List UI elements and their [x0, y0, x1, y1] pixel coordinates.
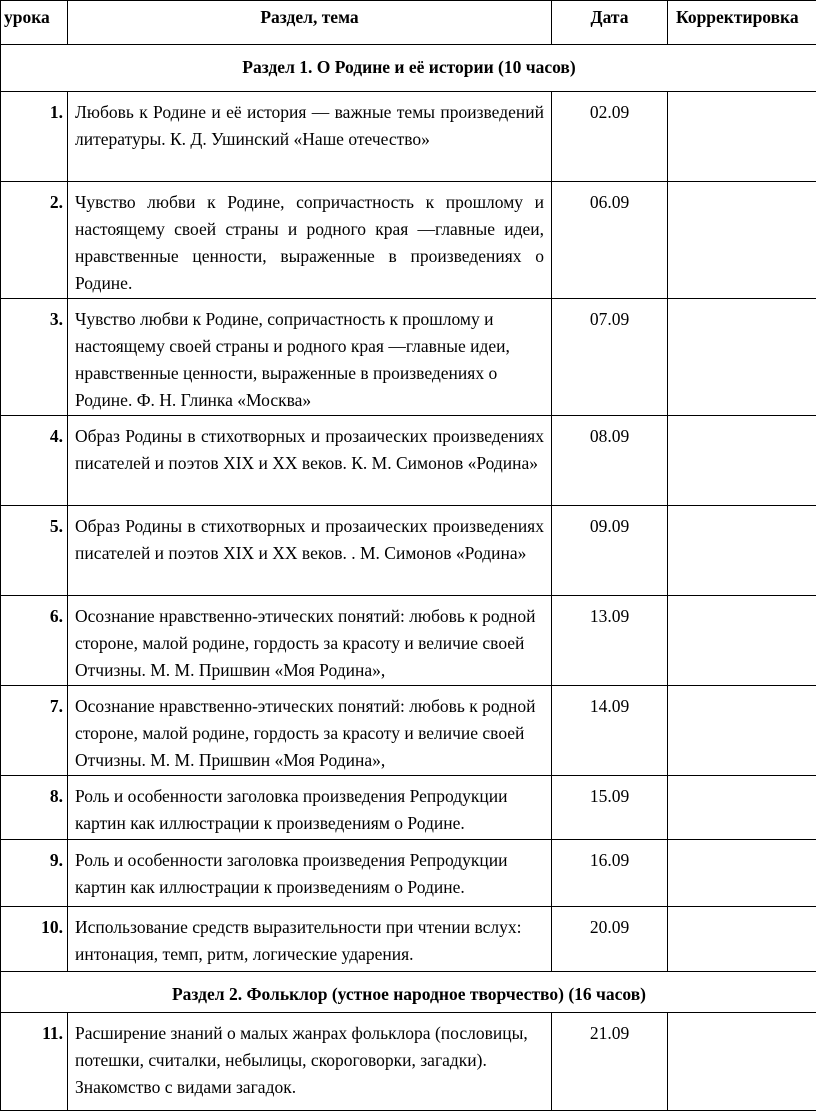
- lesson-topic: Использование средств выразительности при чтении вслух: интонация, темп, ритм, логические ударения.: [68, 907, 552, 972]
- table-row: [1, 776, 816, 840]
- lesson-topic: Осознание нравственно-этических понятий: любовь к родной стороне, малой родине, гордость за красоту и величие своей Отчизны. М. М. Пришвин «Моя Родина»,: [68, 596, 552, 686]
- lesson-number: 4.: [1, 416, 68, 506]
- section-row: [1, 45, 816, 92]
- lesson-topic: Чувство любви к Родине, сопричастность к прошлому и настоящему своей страны и родного края —главные идеи, нравственные ценности, выраженные в произведениях о Родине.: [68, 182, 552, 299]
- lesson-topic: Любовь к Родине и её история — важные темы произведений литературы. К. Д. Ушинский «Наше отечество»: [68, 92, 552, 182]
- header-correction: Корректировка: [668, 1, 816, 45]
- lesson-number: 2.: [1, 182, 68, 299]
- table-row: [1, 506, 816, 596]
- lesson-number: 10.: [1, 907, 68, 972]
- table-row: [1, 92, 816, 182]
- lesson-correction: [668, 686, 816, 776]
- lesson-date: 08.09: [552, 416, 668, 506]
- lesson-correction: [668, 182, 816, 299]
- header-lesson-number: урока: [1, 1, 68, 45]
- lesson-topic: Чувство любви к Родине, сопричастность к прошлому и настоящему своей страны и родного края —главные идеи, нравственные ценности, выраженные в произведениях о Родине. Ф. Н. Глинка «Москва»: [68, 299, 552, 416]
- table-row: [1, 416, 816, 506]
- table-row: [1, 840, 816, 907]
- table-header-row: [1, 1, 816, 45]
- lesson-date: 16.09: [552, 840, 668, 907]
- section-title: Раздел 2. Фольклор (устное народное творчество) (16 часов): [1, 972, 816, 1013]
- header-topic: Раздел, тема: [68, 1, 552, 45]
- lesson-date: 09.09: [552, 506, 668, 596]
- lesson-number: 7.: [1, 686, 68, 776]
- lesson-topic: Расширение знаний о малых жанрах фольклора (пословицы, потешки, считалки, небылицы, скороговорки, загадки). Знакомство с видами загадок.: [68, 1013, 552, 1111]
- lesson-topic: Осознание нравственно-этических понятий: любовь к родной стороне, малой родине, гордость за красоту и величие своей Отчизны. М. М. Пришвин «Моя Родина»,: [68, 686, 552, 776]
- lesson-topic: Образ Родины в стихотворных и прозаических произведениях писателей и поэтов XIX и XX веков. К. М. Симонов «Родина»: [68, 416, 552, 506]
- lesson-number: 8.: [1, 776, 68, 840]
- lesson-topic: Роль и особенности заголовка произведения Репродукции картин как иллюстрации к произведениям о Родине.: [68, 840, 552, 907]
- lesson-correction: [668, 840, 816, 907]
- lesson-date: 02.09: [552, 92, 668, 182]
- lesson-correction: [668, 92, 816, 182]
- section-row: [1, 972, 816, 1013]
- lesson-date: 06.09: [552, 182, 668, 299]
- section-title: Раздел 1. О Родине и её истории (10 часов): [1, 45, 816, 92]
- lesson-correction: [668, 776, 816, 840]
- lesson-number: 6.: [1, 596, 68, 686]
- lesson-topic: Образ Родины в стихотворных и прозаических произведениях писателей и поэтов XIX и XX веков. . М. Симонов «Родина»: [68, 506, 552, 596]
- lesson-date: 15.09: [552, 776, 668, 840]
- header-date: Дата: [552, 1, 668, 45]
- table-row: [1, 907, 816, 972]
- table-row: [1, 1013, 816, 1111]
- lesson-number: 1.: [1, 92, 68, 182]
- lesson-date: 07.09: [552, 299, 668, 416]
- lesson-correction: [668, 596, 816, 686]
- lesson-correction: [668, 299, 816, 416]
- lesson-number: 5.: [1, 506, 68, 596]
- lesson-correction: [668, 1013, 816, 1111]
- lesson-date: 21.09: [552, 1013, 668, 1111]
- lesson-correction: [668, 907, 816, 972]
- lesson-number: 3.: [1, 299, 68, 416]
- lesson-date: 14.09: [552, 686, 668, 776]
- table-row: [1, 182, 816, 299]
- lesson-topic: Роль и особенности заголовка произведения Репродукции картин как иллюстрации к произведениям о Родине.: [68, 776, 552, 840]
- table-row: [1, 596, 816, 686]
- lesson-correction: [668, 416, 816, 506]
- lesson-correction: [668, 506, 816, 596]
- lesson-date: 20.09: [552, 907, 668, 972]
- lesson-number: 11.: [1, 1013, 68, 1111]
- table-row: [1, 686, 816, 776]
- table-row: [1, 299, 816, 416]
- lesson-date: 13.09: [552, 596, 668, 686]
- lesson-number: 9.: [1, 840, 68, 907]
